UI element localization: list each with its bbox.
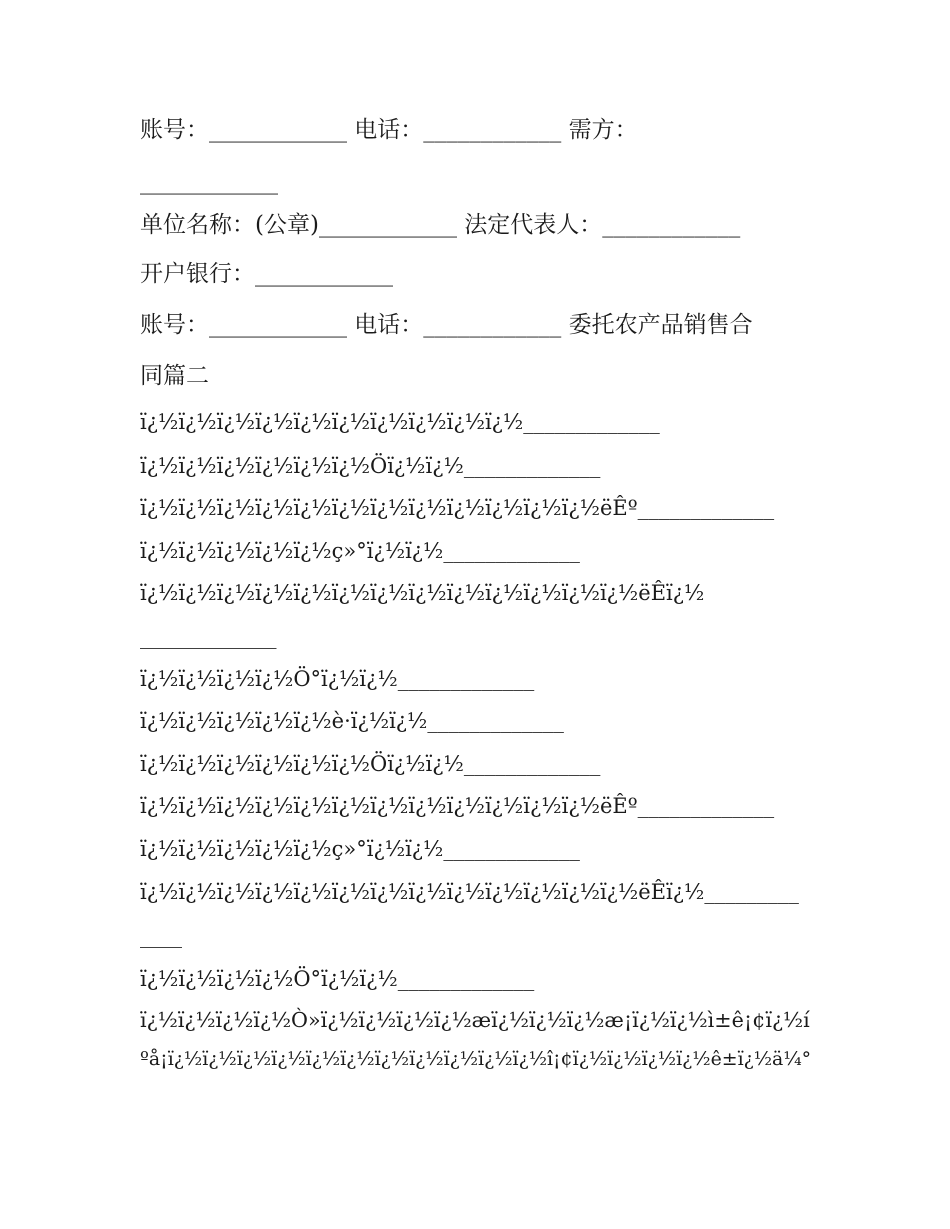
- doc-line-13: ï¿½ï¿½ï¿½ï¿½Ö°ï¿½ï¿½_____________: [140, 667, 535, 691]
- doc-line-2: ____________: [140, 169, 278, 195]
- doc-line-20: ï¿½ï¿½ï¿½ï¿½Ö°ï¿½ï¿½_____________: [140, 967, 535, 991]
- doc-line-8: ï¿½ï¿½ï¿½ï¿½ï¿½ï¿½Öï¿½ï¿½_____________: [140, 454, 601, 478]
- doc-line-4: 开户银行：____________: [140, 261, 393, 287]
- doc-line-6: 同篇二: [140, 363, 209, 389]
- doc-line-5: 账号：____________ 电话：____________ 委托农产品销售合: [140, 312, 753, 338]
- doc-line-19: ____: [140, 924, 182, 948]
- doc-line-16: ï¿½ï¿½ï¿½ï¿½ï¿½ï¿½ï¿½ï¿½ï¿½ï¿½ï¿½ï¿½ëÊº_____________: [140, 794, 775, 818]
- doc-line-18: ï¿½ï¿½ï¿½ï¿½ï¿½ï¿½ï¿½ï¿½ï¿½ï¿½ï¿½ï¿½ï¿½ëÊï¿½_________: [140, 880, 799, 904]
- doc-line-11: ï¿½ï¿½ï¿½ï¿½ï¿½ï¿½ï¿½ï¿½ï¿½ï¿½ï¿½ï¿½ï¿½ëÊï¿½: [140, 581, 705, 605]
- doc-line-3: 单位名称：(公章)____________ 法定代表人：____________: [140, 212, 741, 238]
- doc-line-12: _____________: [140, 625, 277, 649]
- doc-line-22: ºå¡ï¿½ï¿½ï¿½ï¿½ï¿½ï¿½ï¿½ï¿½ï¿½ï¿½ï¿½î¡¢ï¿½ï¿½ï¿½ï¿½ê±ï¿½ä¼°: [140, 1048, 812, 1070]
- doc-line-15: ï¿½ï¿½ï¿½ï¿½ï¿½ï¿½Öï¿½ï¿½_____________: [140, 752, 601, 776]
- doc-line-1: 账号：____________ 电话：____________ 需方：: [140, 117, 638, 143]
- doc-line-17: ï¿½ï¿½ï¿½ï¿½ï¿½ç»°ï¿½ï¿½_____________: [140, 837, 580, 861]
- doc-line-9: ï¿½ï¿½ï¿½ï¿½ï¿½ï¿½ï¿½ï¿½ï¿½ï¿½ï¿½ï¿½ëÊº_____________: [140, 496, 775, 520]
- doc-line-21: ï¿½ï¿½ï¿½ï¿½Ò»ï¿½ï¿½ï¿½ï¿½æï¿½ï¿½ï¿½æ¡ï¿½ï¿½ì±ê¡¢ï¿½í: [140, 1008, 810, 1032]
- doc-line-14: ï¿½ï¿½ï¿½ï¿½ï¿½è·ï¿½ï¿½_____________: [140, 709, 564, 733]
- doc-line-7: ï¿½ï¿½ï¿½ï¿½ï¿½ï¿½ï¿½ï¿½ï¿½ï¿½_____________: [140, 410, 660, 434]
- doc-line-10: ï¿½ï¿½ï¿½ï¿½ï¿½ç»°ï¿½ï¿½_____________: [140, 539, 580, 563]
